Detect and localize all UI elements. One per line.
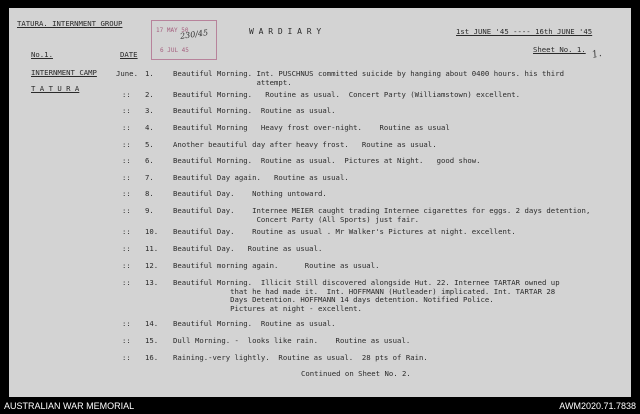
- entry-text: Another beautiful day after heavy frost. Routine as usual.: [173, 140, 437, 149]
- camp-label: INTERNMENT CAMP: [31, 68, 97, 77]
- diary-entry: [9, 278, 631, 313]
- entry-day: 10.: [145, 227, 159, 236]
- entry-day: 9.: [145, 206, 154, 215]
- date-column-label: DATE: [120, 50, 138, 59]
- entry-day: 6.: [145, 156, 154, 165]
- stamp-date-received: 17 MAY 50: [156, 27, 189, 34]
- entry-day: 8.: [145, 189, 154, 198]
- entry-text: Beautiful Morning. Routine as usual. Concert Party (Williamstown) excellent.: [173, 90, 521, 99]
- entry-month-mark: ::: [122, 227, 131, 236]
- entry-day: 15.: [145, 336, 159, 345]
- entry-day: 7.: [145, 173, 154, 182]
- entry-month-mark: ::: [122, 261, 131, 270]
- entry-text: Beautiful Day. Routine as usual.: [173, 244, 323, 253]
- continued-note: Continued on Sheet No. 2.: [301, 369, 411, 378]
- date-range: 1st JUNE '45 ---- 16th JUNE '45: [456, 27, 593, 36]
- registry-stamp: [151, 20, 217, 60]
- entry-month-mark: ::: [122, 106, 131, 115]
- entry-text: Beautiful morning again. Routine as usual.: [173, 261, 380, 270]
- footer-bar: [0, 398, 640, 414]
- entry-month-mark: ::: [122, 189, 131, 198]
- entry-month-mark: ::: [122, 156, 131, 165]
- stamp-handwritten-number: 230/45: [179, 28, 209, 41]
- group-heading: TATURA. INTERNMENT GROUP: [17, 19, 123, 28]
- entry-day: 1.: [145, 69, 154, 78]
- entry-day: 2.: [145, 90, 154, 99]
- sheet-number: Sheet No. 1.: [533, 45, 586, 54]
- entry-day: 5.: [145, 140, 154, 149]
- entry-day: 16.: [145, 353, 159, 362]
- entry-month-mark: ::: [122, 278, 131, 287]
- diary-entry: [9, 70, 631, 90]
- entry-text: Beautiful Morning. Int. PUSCHNUS committed suicide by hanging about 0400 hours. his third attempt.: [173, 69, 564, 87]
- archive-name: AUSTRALIAN WAR MEMORIAL: [4, 401, 135, 411]
- entry-month-mark: ::: [122, 244, 131, 253]
- entry-text: Beautiful Day again. Routine as usual.: [173, 173, 349, 182]
- entry-month-mark: ::: [122, 140, 131, 149]
- entry-text: Beautiful Morning. Illicit Still discovered alongside Hut. 22. Internee TARTAR owned up that he had made it. Int. HOFFMANN (Hutleader) implicated. Int. TARTAR 28 Days Detention. HOFFMANN 14 days detention. Notified Police. Pictures at night - excellent.: [173, 278, 560, 313]
- diary-entry: [9, 207, 631, 227]
- diary-sheet: [9, 8, 631, 397]
- camp-name: T A T U R A: [31, 84, 80, 93]
- entry-day: 12.: [145, 261, 159, 270]
- entry-month-mark: ::: [122, 353, 131, 362]
- entry-text: Beautiful Day. Routine as usual . Mr Walker's Pictures at night. excellent.: [173, 227, 516, 236]
- entry-month-mark: June.: [116, 69, 138, 78]
- entry-day: 3.: [145, 106, 154, 115]
- entry-month-mark: ::: [122, 123, 131, 132]
- entry-month-mark: ::: [122, 319, 131, 328]
- entry-text: Raining.-very lightly. Routine as usual. 28 pts of Rain.: [173, 353, 428, 362]
- entry-text: Dull Morning. - looks like rain. Routine as usual.: [173, 336, 411, 345]
- entry-text: Beautiful Day. Nothing untoward.: [173, 189, 327, 198]
- entry-day: 13.: [145, 278, 159, 287]
- entry-text: Beautiful Morning Heavy frost over-night. Routine as usual: [173, 123, 450, 132]
- entry-text: Beautiful Morning. Routine as usual. Pictures at Night. good show.: [173, 156, 481, 165]
- entry-month-mark: ::: [122, 336, 131, 345]
- stamp-date-filed: 6 JUL 45: [160, 47, 189, 54]
- entry-text: Beautiful Day. Internee MEIER caught trading Internee cigarettes for eggs. 2 days detention, Concert Party (All Sports) just fair.: [173, 206, 591, 224]
- entry-number: No.1.: [31, 50, 53, 59]
- entry-month-mark: ::: [122, 90, 131, 99]
- handwritten-mark: 1.: [590, 47, 603, 62]
- entry-month-mark: ::: [122, 173, 131, 182]
- diary-title: W A R D I A R Y: [249, 27, 322, 36]
- entry-day: 4.: [145, 123, 154, 132]
- entry-day: 11.: [145, 244, 159, 253]
- entry-month-mark: ::: [122, 206, 131, 215]
- entry-text: Beautiful Morning. Routine as usual.: [173, 106, 336, 115]
- entry-text: Beautiful Morning. Routine as usual.: [173, 319, 336, 328]
- entry-day: 14.: [145, 319, 159, 328]
- archive-reference: AWM2020.71.7838: [559, 401, 636, 411]
